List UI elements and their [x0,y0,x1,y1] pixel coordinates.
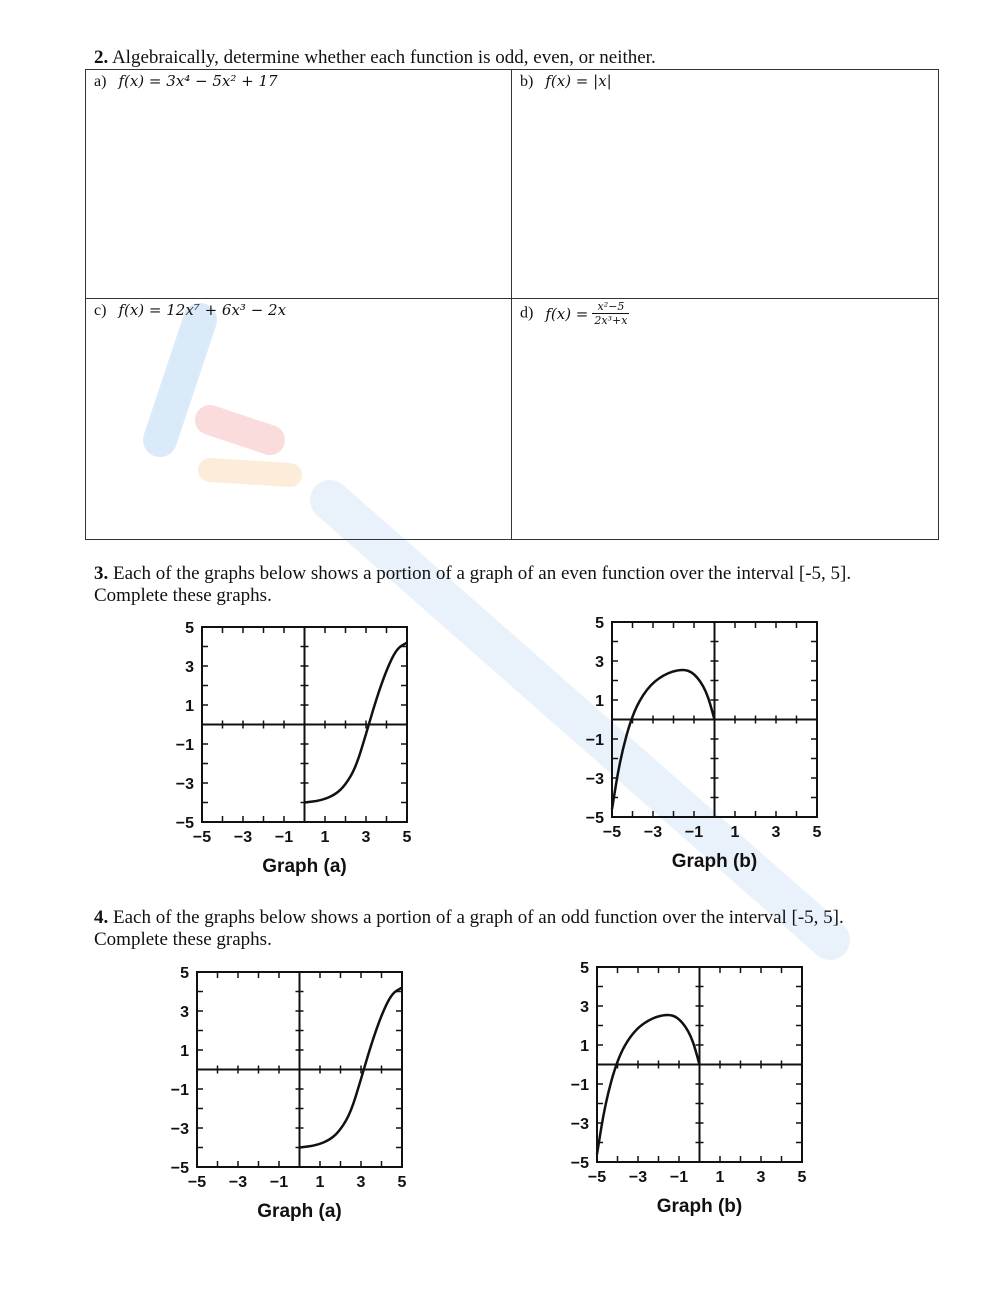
y-tick-label: 5 [180,965,189,982]
y-tick-label: 5 [185,620,194,637]
cell-d-label: d) [520,304,534,322]
y-tick-label: 1 [595,693,604,710]
x-tick-label: −5 [602,824,622,841]
cell-b-label: b) [520,73,534,90]
cell-d-denominator: 2x³+x [594,314,628,327]
x-tick-label: 3 [771,824,781,841]
q4-text: Each of the graphs below shows a portion of a graph of an odd function over the interval [-5, 5]. [113,907,844,928]
x-tick-label: −1 [684,824,704,841]
function-curve [612,670,715,809]
x-tick-label: 5 [797,1169,807,1186]
graph-caption: Graph (b) [656,1196,743,1217]
y-tick-label: 3 [180,1004,189,1021]
graph-caption: Graph (a) [262,856,347,877]
y-tick-label: 1 [580,1038,589,1055]
q3-prompt [94,563,851,607]
x-tick-label: 5 [812,824,822,841]
q2-cell-c[interactable] [94,301,286,320]
q3-number: 3. [94,563,109,584]
x-tick-label: 3 [756,1169,766,1186]
x-tick-label: −3 [628,1169,648,1186]
x-tick-label: −5 [192,829,212,846]
y-tick-label: −1 [570,1077,589,1094]
function-curve [300,988,403,1148]
x-tick-label: −1 [274,829,294,846]
y-tick-label: −3 [585,771,604,788]
y-tick-label: −1 [175,737,194,754]
q2-text: Algebraically, determine whether each function is odd, even, or neither. [111,47,656,68]
q4-prompt [94,907,844,951]
x-tick-label: 1 [315,1174,325,1191]
q2-cell-b[interactable] [520,72,612,91]
x-tick-label: −1 [269,1174,289,1191]
cell-c-function: f(x) = 12x⁷ + 6x³ − 2x [118,301,287,319]
y-tick-label: −5 [175,815,194,832]
q4-text2: Complete these graphs. [94,929,272,950]
cell-d-function-lhs: f(x) = [545,304,589,323]
q2-cell-a[interactable] [94,72,278,91]
cell-a-function: f(x) = 3x⁴ − 5x² + 17 [118,72,278,90]
q2-cell-d[interactable] [520,300,629,327]
cell-b-function: f(x) = |x| [545,72,612,90]
y-tick-label: −1 [585,732,604,749]
y-tick-label: 1 [180,1043,189,1060]
x-tick-label: 5 [397,1174,407,1191]
y-tick-label: −5 [170,1160,189,1177]
x-tick-label: 1 [730,824,740,841]
y-tick-label: 1 [185,698,194,715]
q4-number: 4. [94,907,109,928]
y-tick-label: 3 [185,659,194,676]
y-tick-label: 5 [580,960,589,977]
y-tick-label: 3 [595,654,604,671]
y-tick-label: −5 [570,1155,589,1172]
y-tick-label: −3 [175,776,194,793]
x-tick-label: −3 [228,1174,248,1191]
x-tick-label: 5 [402,829,412,846]
function-curve [597,1015,700,1154]
x-tick-label: 1 [715,1169,725,1186]
q3-text: Each of the graphs below shows a portion of a graph of an even function over the interval [-5, 5]. [113,563,852,584]
y-tick-label: −3 [570,1116,589,1133]
cell-d-numerator: x²−5 [592,300,629,314]
cell-d-fraction [592,300,629,327]
graph-caption: Graph (b) [671,851,758,872]
y-tick-label: 5 [595,615,604,632]
y-tick-label: 3 [580,999,589,1016]
y-tick-label: −3 [170,1121,189,1138]
cell-a-label: a) [94,73,107,90]
q2-prompt [94,47,656,69]
cell-c-label: c) [94,302,107,319]
x-tick-label: −5 [587,1169,607,1186]
x-tick-label: −1 [669,1169,689,1186]
q3-graph-b [570,610,830,880]
graph-caption: Graph (a) [257,1201,342,1222]
y-tick-label: −5 [585,810,604,827]
x-tick-label: −3 [643,824,663,841]
x-tick-label: 3 [356,1174,366,1191]
y-tick-label: −1 [170,1082,189,1099]
q2-number: 2. [94,47,109,68]
q4-graph-b [555,955,815,1225]
q3-text2: Complete these graphs. [94,585,272,606]
function-curve [305,643,408,803]
q4-graph-a [155,960,415,1230]
x-tick-label: −5 [187,1174,207,1191]
q3-graph-a [160,615,420,885]
x-tick-label: 3 [361,829,371,846]
x-tick-label: 1 [320,829,330,846]
x-tick-label: −3 [233,829,253,846]
